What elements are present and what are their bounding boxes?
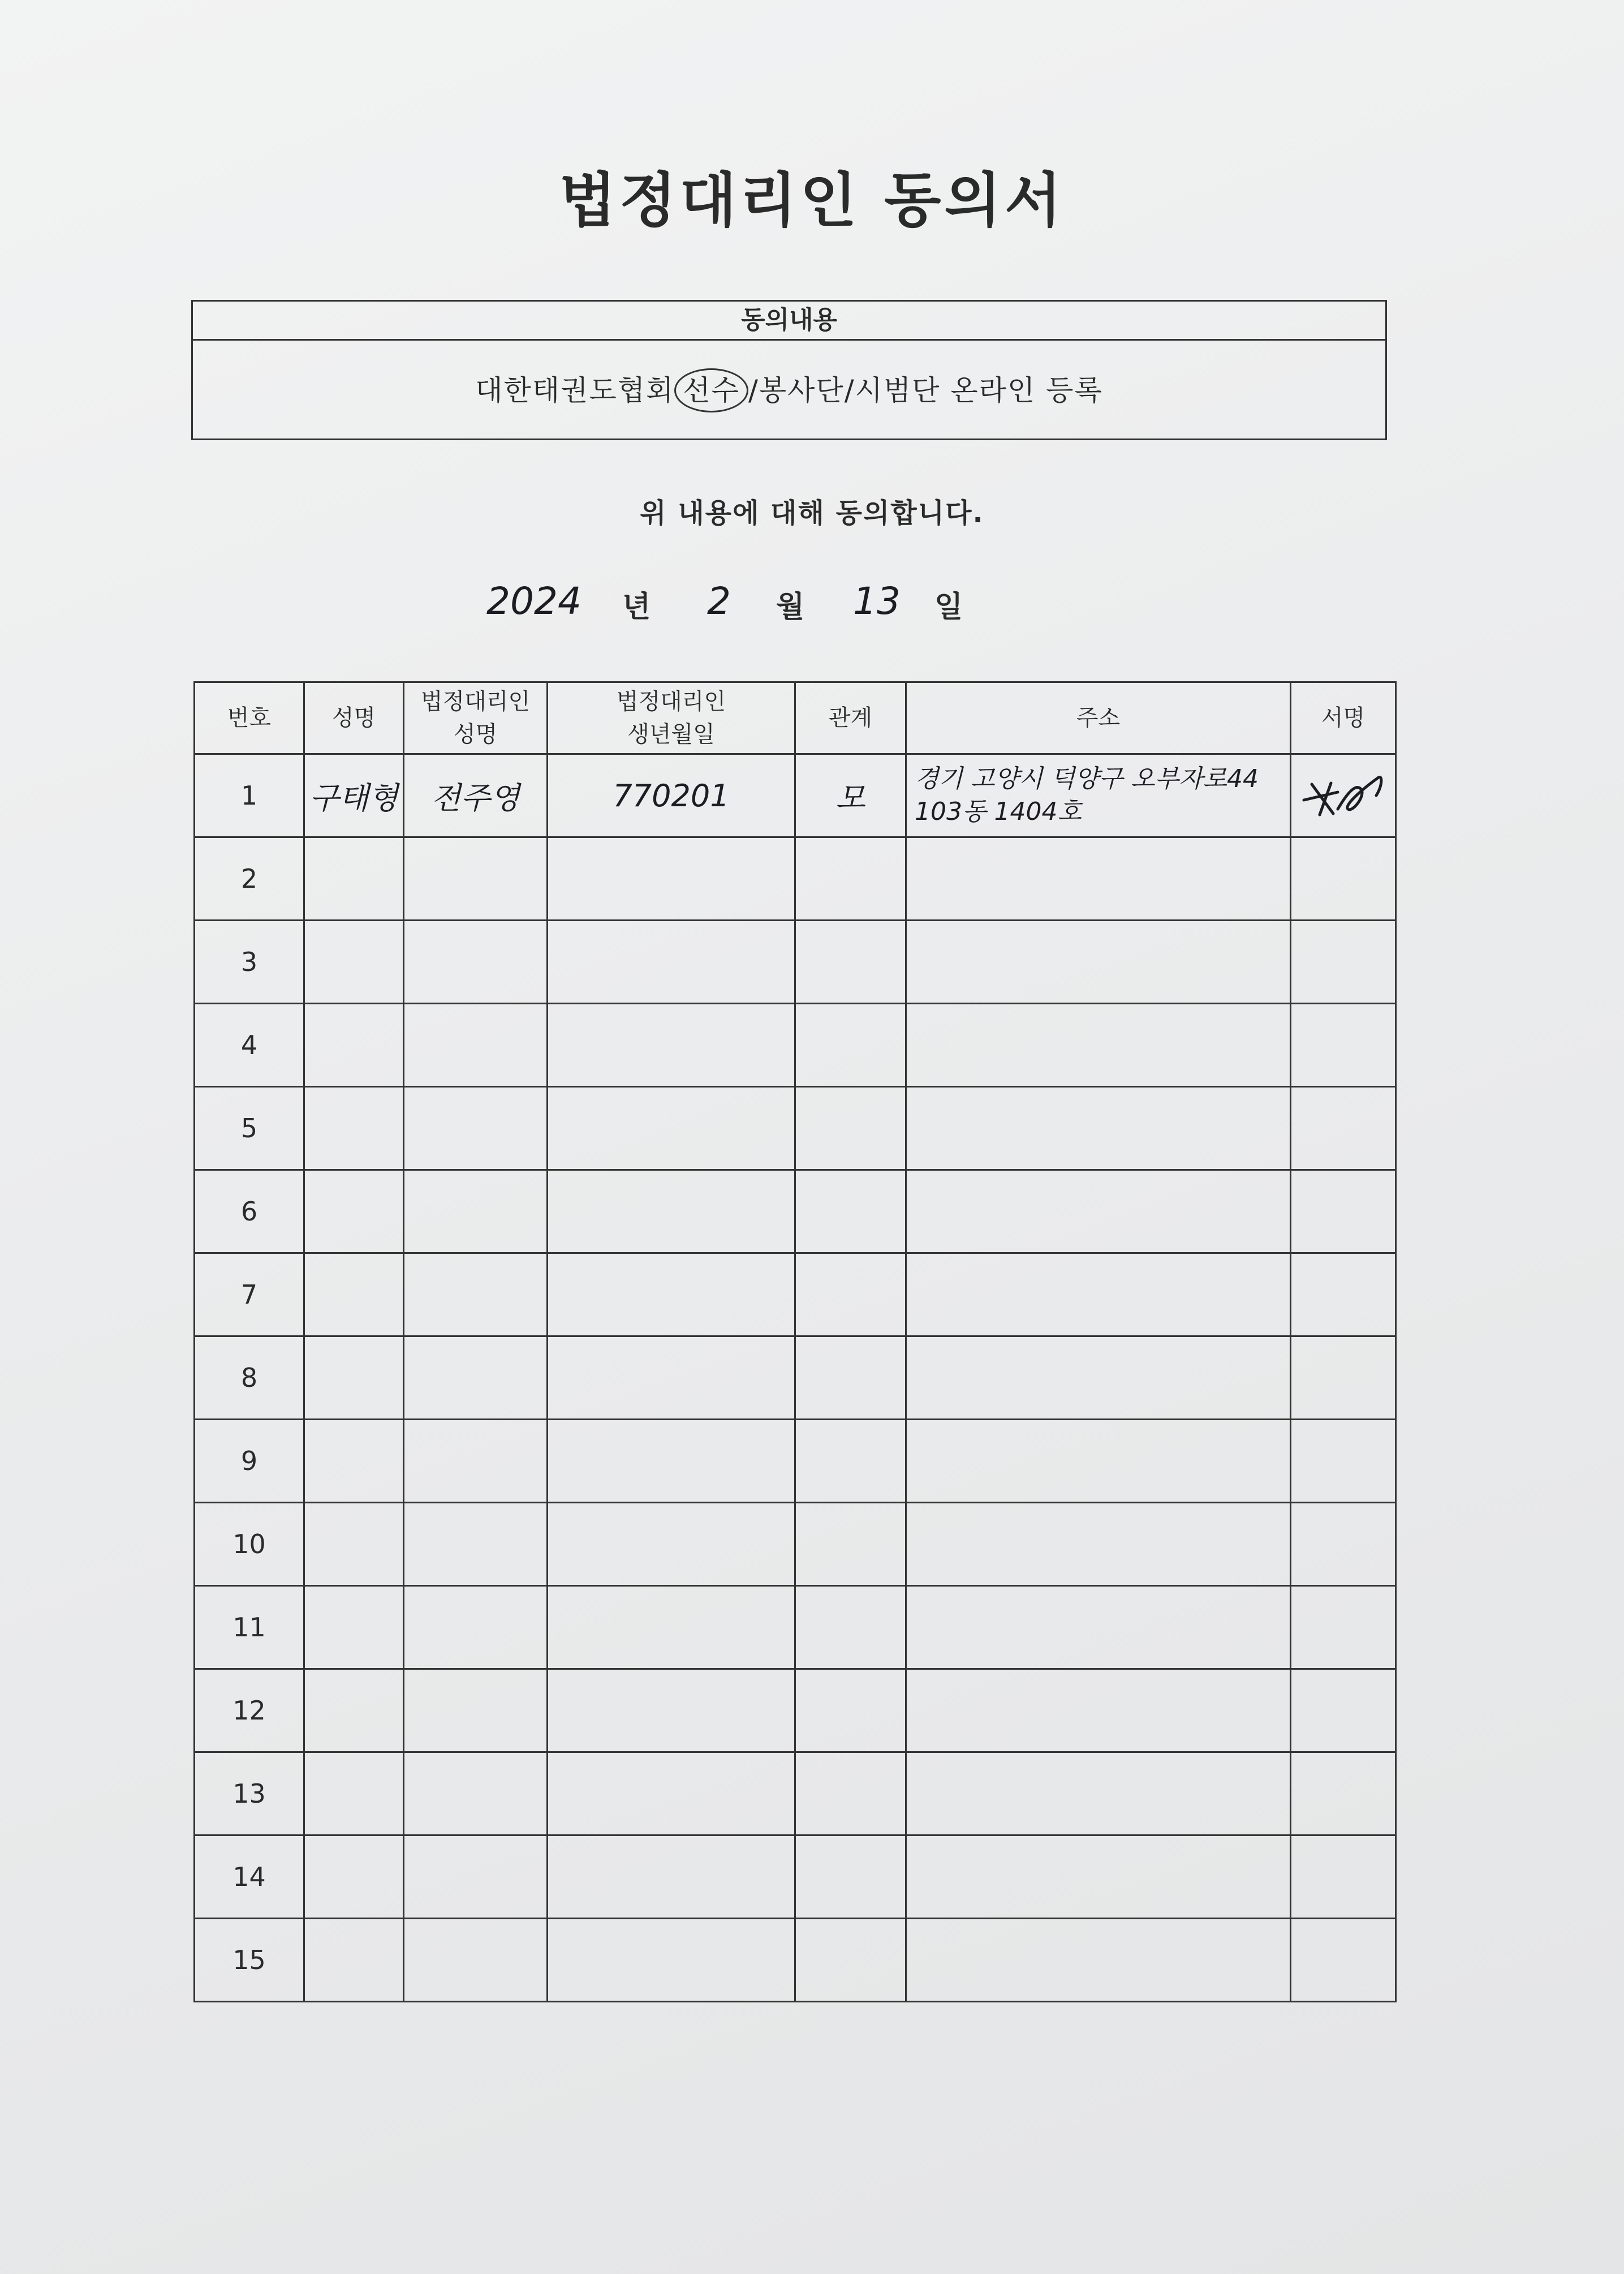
row-number: 12 [195, 1669, 304, 1752]
header-guardian-name: 법정대리인 성명 [404, 682, 548, 754]
table-row [195, 1087, 1396, 1170]
row-number: 9 [195, 1420, 304, 1503]
row-number: 3 [195, 921, 304, 1004]
row-number: 6 [195, 1170, 304, 1253]
signature-cell [1291, 754, 1396, 837]
row-number: 2 [195, 837, 304, 921]
table-row [195, 1336, 1396, 1420]
guardian-table [193, 681, 1397, 2002]
row-number: 7 [195, 1253, 304, 1336]
date-year: 2024 [486, 579, 581, 623]
relation: 모 [795, 754, 906, 837]
address: 경기 고양시 덕양구 오부자로44 103동 1404호 [906, 754, 1291, 837]
table-row [195, 1752, 1396, 1835]
row-number: 5 [195, 1087, 304, 1170]
consent-body [193, 341, 1385, 440]
consent-org: 대한태권도협회 [475, 374, 675, 407]
handwritten-signature-icon [1298, 767, 1389, 824]
row-number: 10 [195, 1503, 304, 1586]
header-no: 번호 [195, 682, 304, 754]
consent-other-options: /봉사단/시범단 온라인 등록 [748, 374, 1103, 407]
header-guardian-birth: 법정대리인 생년월일 [548, 682, 795, 754]
table-row [195, 921, 1396, 1004]
consent-box [191, 300, 1387, 440]
date-line [486, 577, 1222, 628]
consent-header: 동의내용 [193, 302, 1385, 341]
guardian-birthdate: 770201 [548, 754, 795, 837]
table-row [195, 1835, 1396, 1919]
guardian-name: 전주영 [404, 754, 548, 837]
row-number: 11 [195, 1586, 304, 1669]
table-row [195, 1919, 1396, 2002]
student-name: 구태형 [304, 754, 404, 837]
header-relation: 관계 [795, 682, 906, 754]
table-header-row [195, 682, 1396, 754]
row-number: 4 [195, 1004, 304, 1087]
table-row [195, 1503, 1396, 1586]
date-day: 13 [853, 579, 901, 623]
row-number: 1 [195, 754, 304, 837]
date-month: 2 [707, 579, 731, 623]
table-row [195, 754, 1396, 837]
document-title: 법정대리인 동의서 [559, 166, 1065, 235]
row-number: 14 [195, 1835, 304, 1919]
date-day-label: 일 [934, 590, 963, 624]
consent-circled-option: 선수 [674, 368, 748, 412]
date-month-label: 월 [776, 590, 805, 624]
table-row [195, 1420, 1396, 1503]
agreement-statement: 위 내용에 대해 동의합니다. [640, 497, 984, 529]
header-name: 성명 [304, 682, 404, 754]
row-number: 8 [195, 1336, 304, 1420]
row-number: 13 [195, 1752, 304, 1835]
table-row [195, 1669, 1396, 1752]
header-signature: 서명 [1291, 682, 1396, 754]
row-number: 15 [195, 1919, 304, 2002]
table-row [195, 837, 1396, 921]
header-address: 주소 [906, 682, 1291, 754]
table-row [195, 1170, 1396, 1253]
date-year-label: 년 [622, 590, 651, 624]
table-row [195, 1253, 1396, 1336]
table-row [195, 1004, 1396, 1087]
table-row [195, 1586, 1396, 1669]
